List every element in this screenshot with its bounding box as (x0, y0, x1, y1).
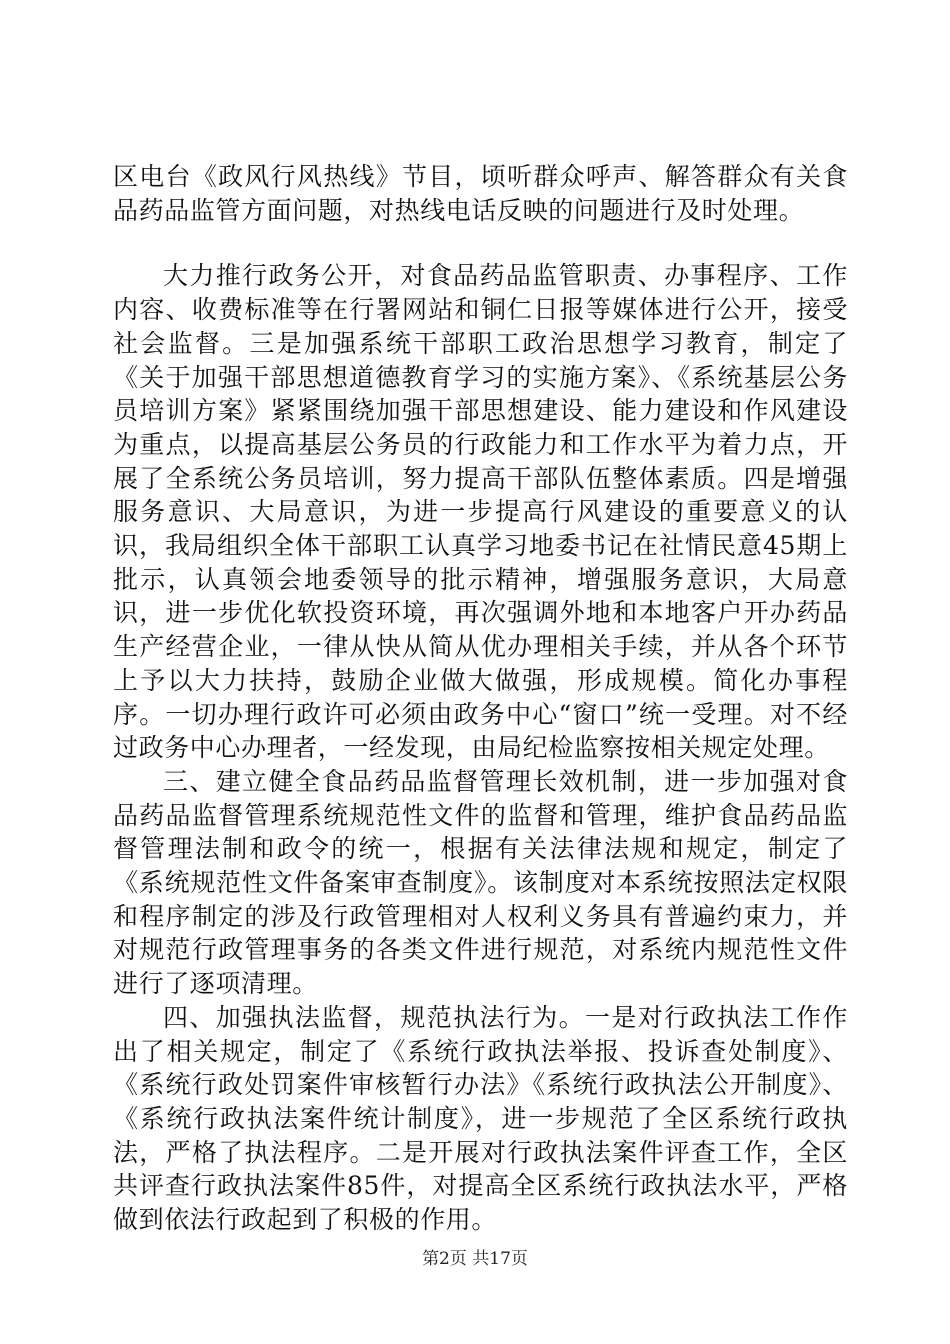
document-body (113, 160, 848, 1237)
page-number-label: 第2页 共17页 (422, 1249, 528, 1269)
paragraph-section-three: 三、建立健全食品药品监督管理长效机制，进一步加强对食品药品监督管理系统规范性文件的监督和管理，维护食品药品监督管理法制和政令的统一，根据有关法律法规和规定，制定了《系统规范性文件备案审查制度》。该制度对本系统按照法定权限和程序制定的涉及行政管理相对人权利义务具有普遍约束力，并对规范行政管理事务的各类文件进行规范，对系统内规范性文件进行了逐项清理。 (113, 766, 848, 999)
paragraph-section-four: 四、加强执法监督，规范执法行为。一是对行政执法工作作出了相关规定，制定了《系统行政执法举报、投诉查处制度》、《系统行政处罚案件审核暂行办法》《系统行政执法公开制度》、《系统行政执法案件统计制度》，进一步规范了全区系统行政执法，严格了执法程序。二是开展对行政执法案件评查工作，全区共评查行政执法案件85件，对提高全区系统行政执法水平，严格做到依法行政起到了积极的作用。 (113, 1002, 848, 1235)
paragraph-government-affairs: 大力推行政务公开，对食品药品监管职责、办事程序、工作内容、收费标准等在行署网站和铜仁日报等媒体进行公开，接受社会监督。三是加强系统干部职工政治思想学习教育，制定了《关于加强干部思想道德教育学习的实施方案》、《系统基层公务员培训方案》紧紧围绕加强干部思想建设、能力建设和作风建设为重点，以提高基层公务员的行政能力和工作水平为着力点，开展了全系统公务员培训，努力提高干部队伍整体素质。四是增强服务意识、大局意识，为进一步提高行风建设的重要意义的认识，我局组织全体干部职工认真学习地委书记在社情民意45期上批示，认真领会地委领导的批示精神，增强服务意识，大局意识，进一步优化软投资环境，再次强调外地和本地客户开办药品生产经营企业，一律从快从简从优办理相关手续，并从各个环节上予以大力扶持，鼓励企业做大做强，形成规模。简化办事程序。一切办理行政许可必须由政务中心“窗口”统一受理。对不经过政务中心办理者，一经发现，由局纪检监察按相关规定处理。 (113, 261, 848, 763)
paragraph-continuation: 区电台《政风行风热线》节目，顷听群众呼声、解答群众有关食品药品监管方面问题，对热线电话反映的问题进行及时处理。 (113, 162, 848, 225)
page-footer (0, 1244, 950, 1269)
